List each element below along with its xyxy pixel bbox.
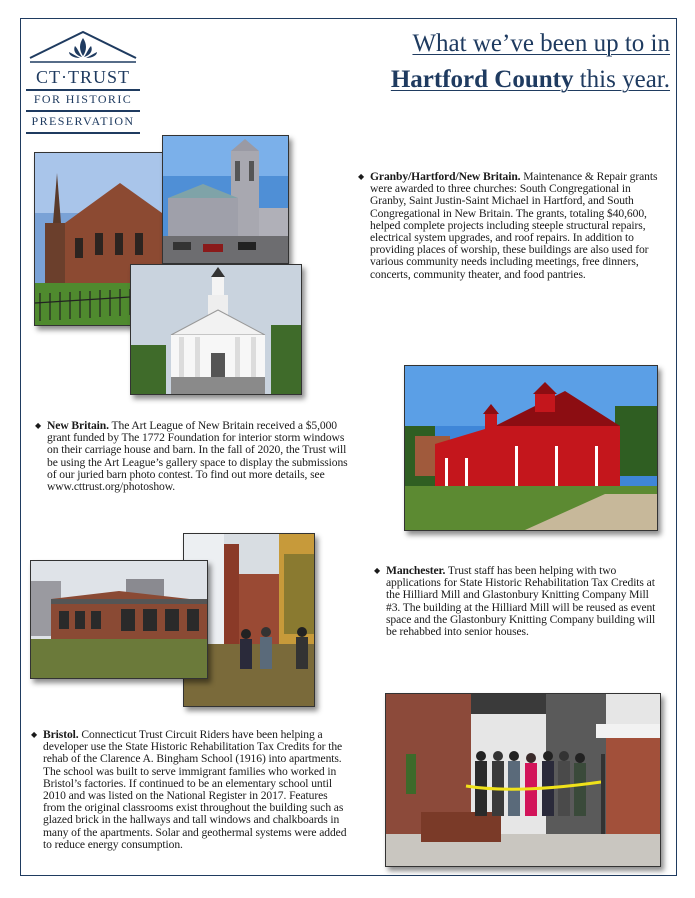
item-heading: Manchester.	[386, 564, 446, 577]
bullet-icon: ◆	[374, 566, 381, 575]
logo-subtitle-1: FOR HISTORIC	[33, 92, 133, 106]
logo-rule	[26, 132, 140, 134]
photo-red-barn	[404, 365, 658, 531]
item-bristol	[31, 728, 351, 851]
page-title-line1: What we’ve been up to in	[412, 30, 670, 57]
logo-subtitle-2: PRESERVATION	[31, 114, 135, 128]
item-new-britain	[35, 419, 355, 494]
logo-name: CT·TRUST	[35, 67, 130, 87]
item-body: The Art League of New Britain received a $5,000 grant funded by The 1772 Foundation for interior storm windows on their carriage house and barn. In the fall of 2020, the Trust will be using the Art League’s gallery space to display the submissions of our juried barn photo contest. To find out more details, see www.cttrust.org/photoshow.	[47, 419, 348, 494]
bullet-icon: ◆	[31, 730, 38, 739]
logo-rule	[26, 89, 140, 91]
item-body: Connecticut Trust Circuit Riders have been helping a developer use the State Historic Rehabilitation Tax Credits for the rehab of the Clarence A. Bingham School (1916) into apartments. The school was built to serve immigrant families who worked in Bristol’s factories. If continued to be an elementary school until 2010 and was listed on the National Register in 2017. Features from the original classrooms exist throughout the building such as glazed brick in the hallways and tall windows and chalkboards in many of the apartments. Solar and geothermal systems were added to reduce energy consumption.	[43, 728, 347, 851]
item-manchester	[374, 564, 662, 639]
photo-new-britain-church	[130, 264, 302, 395]
logo-rule	[26, 110, 140, 112]
page-title-line2	[391, 66, 670, 94]
item-body: Trust staff has been helping with two applications for State Historic Rehabilitation Tax Credits at the Hilliard Mill and Glastonbury Knitting Company Mill #3. The building at the Hilliard Mill will be reused as event space and the Glastonbury Knitting Company building will be rehabbed into senior houses.	[386, 564, 656, 639]
item-body: Maintenance & Repair grants were awarded to three churches: South Congregational in Granby, Saint Justin-Saint Michael in Hartford, and South Congregational in New Britain. The grants, totaling $40,600, helped complete projects including steeple structural repairs, electrical system upgrades, and roof repairs. In addition to providing places of worship, these buildings are also used for various community needs including meetings, free dinners, concerts, community theater, and food pantries.	[370, 170, 658, 281]
logo-emblem-icon	[26, 28, 140, 64]
photo-hartford-church	[162, 135, 289, 264]
title-suffix: this year.	[573, 66, 670, 93]
item-granby-hartford-new-britain	[358, 170, 662, 281]
item-heading: New Britain.	[47, 419, 109, 432]
item-heading: Bristol.	[43, 728, 79, 741]
photo-ribbon-cutting	[385, 693, 661, 867]
county-name: Hartford County	[390, 66, 574, 93]
item-heading: Granby/Hartford/New Britain.	[370, 170, 521, 183]
bullet-icon: ◆	[358, 172, 365, 181]
ct-trust-logo	[26, 28, 140, 136]
photo-bingham-school	[30, 560, 208, 679]
bullet-icon: ◆	[35, 421, 42, 430]
